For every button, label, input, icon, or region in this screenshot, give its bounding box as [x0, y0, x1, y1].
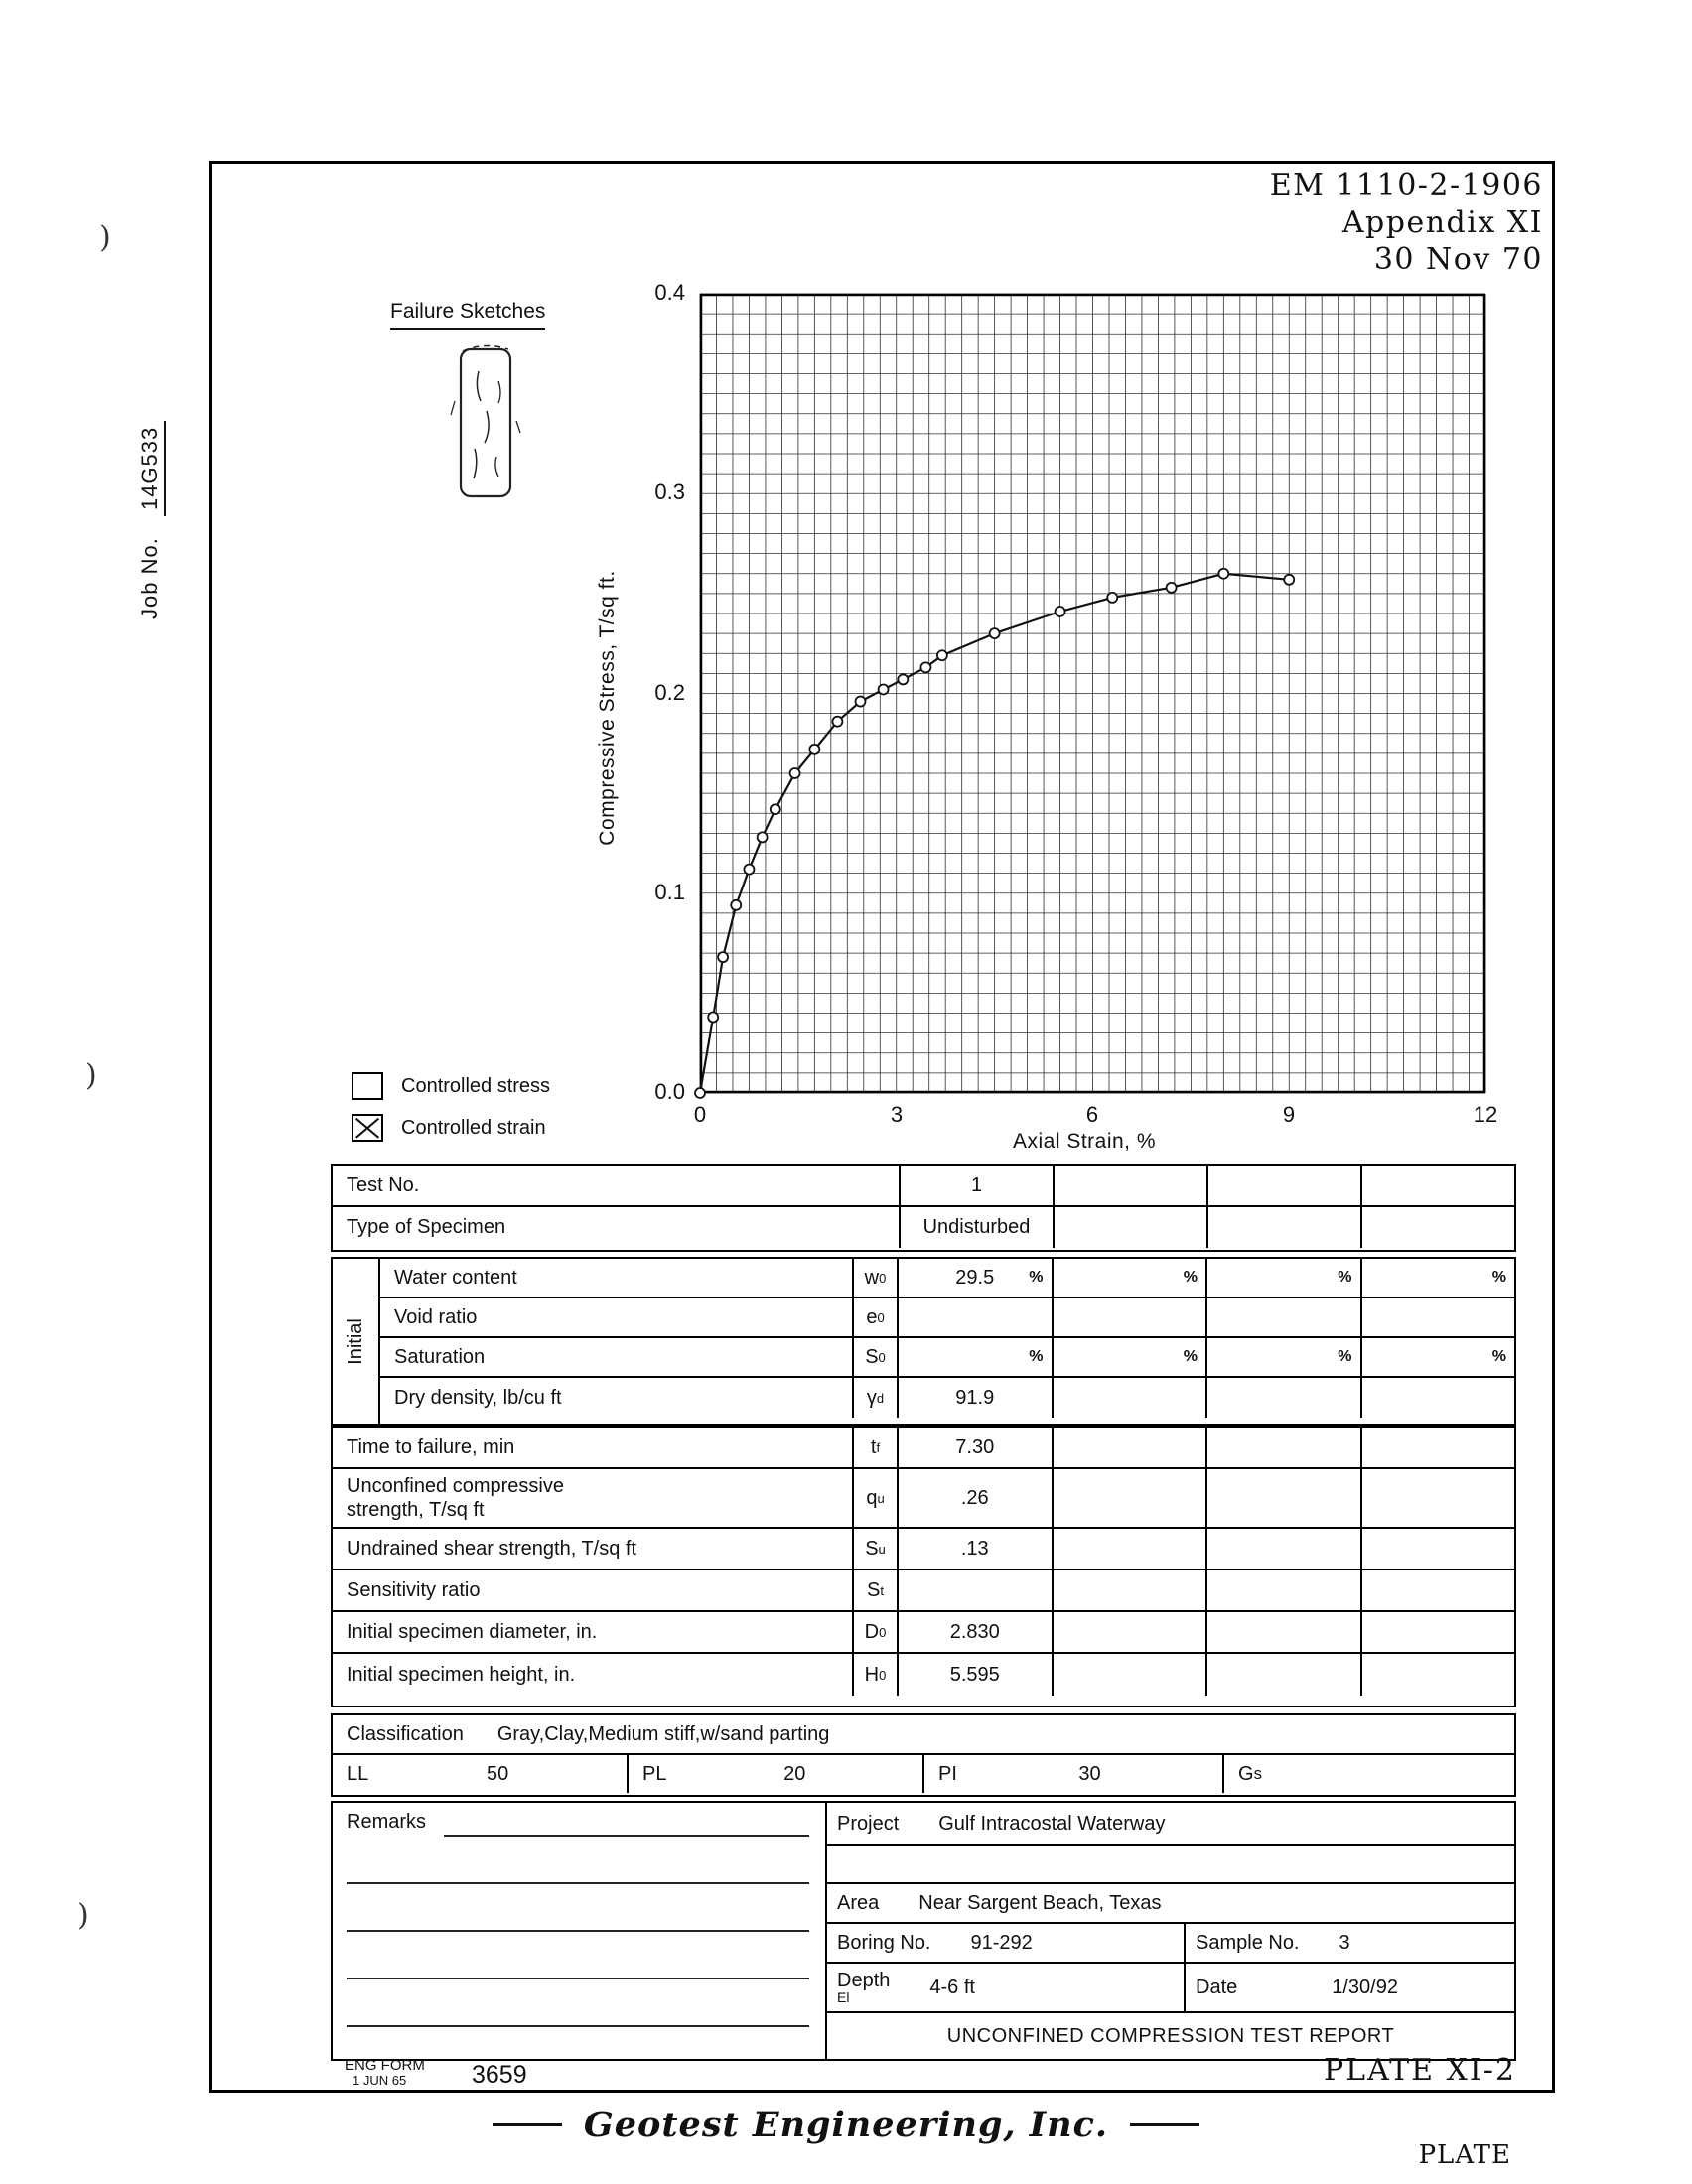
value-cell: [1053, 1207, 1206, 1248]
symbol-text: q: [866, 1486, 878, 1509]
sample-value: 3: [1339, 1931, 1350, 1954]
header-line-2: Appendix XI: [1341, 205, 1543, 240]
symbol-sub: 0: [879, 1667, 887, 1683]
unit-label: %: [1183, 1348, 1198, 1365]
header-line-1: EM 1110-2-1906: [1269, 168, 1543, 203]
pl-cell: [627, 1755, 922, 1793]
controlled-strain-checkbox: [352, 1114, 383, 1142]
initial-group-label: Initial: [333, 1259, 380, 1424]
area-row: [827, 1884, 1514, 1924]
x-tick-label: 12: [1473, 1102, 1498, 1127]
value-cell: [1052, 1259, 1206, 1297]
table-row-specimen-height: [333, 1654, 1514, 1696]
cell-value: Undisturbed: [922, 1216, 1031, 1238]
y-tick-label: 0.2: [654, 680, 685, 705]
pl-value: 20: [783, 1762, 806, 1785]
value-cell: [1360, 1570, 1515, 1610]
plate-number: PLATE XI-2: [1323, 2053, 1516, 2088]
job-number-vertical: [137, 302, 163, 619]
value-cell: [1360, 1166, 1514, 1205]
stress-strain-plot: [700, 294, 1485, 1093]
row-label: Sensitivity ratio: [347, 1579, 481, 1601]
boring-label: Boring No.: [837, 1931, 931, 1954]
value-cell: [897, 1612, 1052, 1652]
row-symbol: [852, 1654, 897, 1696]
value-cell: [1052, 1298, 1206, 1336]
job-number: 14G533: [137, 421, 166, 516]
value-cell: [1360, 1378, 1515, 1418]
boring-cell: [827, 1924, 1184, 1962]
x-tick-label: 0: [693, 1102, 707, 1127]
symbol-sub: 0: [877, 1309, 885, 1325]
initial-rows: [380, 1259, 1514, 1424]
cell-value: .26: [960, 1486, 989, 1509]
y-tick-label: 0.0: [654, 1079, 685, 1104]
row-symbol: [852, 1529, 897, 1569]
row-symbol: [852, 1298, 897, 1336]
legend-label: Controlled stress: [401, 1074, 551, 1097]
symbol-sub: d: [876, 1390, 885, 1406]
project-info-column: [827, 1803, 1514, 2059]
value-cell: [1205, 1298, 1360, 1336]
job-label: Job No.: [137, 537, 162, 619]
sample-cell: [1184, 1924, 1514, 1962]
depth-el-label: El: [837, 1989, 850, 2005]
date-cell: [1184, 1964, 1514, 2011]
footer-dash: [493, 2123, 562, 2126]
test-summary-table: [331, 1164, 1516, 1252]
value-cell: [899, 1207, 1053, 1248]
row-label: Saturation: [394, 1345, 486, 1368]
row-label: Time to failure, min: [347, 1436, 515, 1458]
value-cell: [1205, 1469, 1360, 1527]
value-cell: [1360, 1259, 1515, 1297]
row-label-line2: strength, T/sq ft: [347, 1499, 485, 1521]
failure-sketches-label: Failure Sketches: [390, 300, 545, 330]
pi-cell: [922, 1755, 1222, 1793]
value-cell: [1360, 1612, 1515, 1652]
scan-artifact: ): [99, 220, 111, 255]
strength-results-table: [331, 1426, 1516, 1707]
x-axis-title: Axial Strain, %: [1012, 1130, 1157, 1153]
controlled-stress-checkbox: [352, 1072, 383, 1100]
failure-sketch-drawing: [439, 338, 534, 512]
value-cell: [897, 1338, 1052, 1376]
area-label: Area: [837, 1891, 880, 1914]
remarks-label: Remarks: [347, 1811, 427, 1833]
value-cell: [1360, 1338, 1515, 1376]
initial-properties-table: [331, 1257, 1516, 1426]
table-row-dry-density: [380, 1378, 1514, 1418]
row-label: Water content: [394, 1266, 517, 1289]
value-cell: [1205, 1378, 1360, 1418]
project-info-table: [331, 1801, 1516, 2061]
row-label: Initial specimen diameter, in.: [347, 1621, 598, 1643]
classification-value: Gray,Clay,Medium stiff,w/sand parting: [496, 1722, 830, 1745]
unit-label: %: [1338, 1348, 1352, 1365]
row-symbol: [852, 1428, 897, 1467]
row-symbol: [852, 1469, 897, 1527]
value-cell: [1360, 1298, 1515, 1336]
value-cell: [1205, 1338, 1360, 1376]
table-row-unconfined-strength: [333, 1469, 1514, 1529]
ll-value: 50: [487, 1762, 509, 1785]
symbol-text: S: [865, 1345, 879, 1368]
symbol-text: t: [870, 1435, 877, 1458]
cell-value: 29.5: [955, 1266, 995, 1289]
classification-label: Classification: [347, 1722, 464, 1745]
y-tick-label: 0.3: [654, 479, 685, 504]
row-label: Void ratio: [394, 1305, 478, 1328]
y-tick-label: 0.1: [654, 880, 685, 904]
cell-value: 2.830: [949, 1620, 1000, 1643]
value-cell: [1360, 1207, 1514, 1248]
value-cell: [1206, 1166, 1360, 1205]
company-footer: [0, 2105, 1692, 2145]
value-cell: [1052, 1654, 1206, 1696]
unit-label: %: [1029, 1269, 1044, 1286]
gs-cell: G s: [1222, 1755, 1514, 1793]
gs-label: G: [1238, 1762, 1254, 1785]
depth-cell: [827, 1964, 1184, 2011]
date-label: Date: [1196, 1976, 1238, 1998]
eng-form-block: [345, 2057, 425, 2089]
row-label: Test No.: [347, 1174, 420, 1196]
remarks-writing-line: [347, 1930, 809, 1932]
project-row: [827, 1803, 1514, 1846]
value-cell: [897, 1654, 1052, 1696]
area-value: Near Sargent Beach, Texas: [918, 1891, 1162, 1914]
scan-artifact: ): [77, 1898, 89, 1933]
unit-label: %: [1491, 1269, 1506, 1286]
remarks-writing-line: [444, 1835, 809, 1837]
symbol-text: e: [866, 1305, 878, 1328]
cell-value: .13: [960, 1537, 989, 1560]
pl-label: PL: [642, 1762, 667, 1785]
value-cell: [1052, 1338, 1206, 1376]
value-cell: [1052, 1570, 1206, 1610]
value-cell: [1360, 1654, 1515, 1696]
value-cell: [1052, 1428, 1206, 1467]
x-tick-label: 6: [1085, 1102, 1099, 1127]
cell-value: 5.595: [949, 1663, 1000, 1686]
remarks-writing-line: [347, 1978, 809, 1979]
y-axis-title: Compressive Stress, T/sq ft.: [596, 570, 619, 846]
company-name: Geotest Engineering, Inc.: [583, 2105, 1109, 2145]
value-cell: [897, 1570, 1052, 1610]
symbol-sub: u: [878, 1541, 886, 1557]
symbol-text: γ: [866, 1386, 877, 1409]
header-line-3: 30 Nov 70: [1373, 242, 1543, 277]
x-tick-label: 3: [890, 1102, 904, 1127]
symbol-sub: 0: [879, 1270, 887, 1286]
value-cell: [1360, 1428, 1515, 1467]
remarks-box: [333, 1803, 827, 2059]
value-cell: [897, 1378, 1052, 1418]
value-cell: [1205, 1259, 1360, 1297]
value-cell: [1052, 1378, 1206, 1418]
symbol-sub: 0: [879, 1624, 887, 1640]
symbol-sub: f: [876, 1439, 881, 1455]
project-label: Project: [837, 1812, 900, 1835]
value-cell: [1205, 1529, 1360, 1569]
depth-value: 4-6 ft: [929, 1976, 975, 1998]
cell-value: 7.30: [955, 1435, 995, 1458]
value-cell: [1205, 1654, 1360, 1696]
eng-form-label: ENG FORM: [345, 2057, 425, 2074]
unit-label: %: [1029, 1348, 1044, 1365]
symbol-sub: u: [877, 1490, 885, 1506]
value-cell: [1205, 1570, 1360, 1610]
value-cell: [1205, 1612, 1360, 1652]
ll-cell: [333, 1755, 627, 1793]
footer-dash: [1130, 2123, 1199, 2126]
value-cell: [1052, 1529, 1206, 1569]
cell-value: 91.9: [955, 1386, 995, 1409]
x-mark-icon: [353, 1116, 381, 1141]
legend-controlled-stress: [352, 1072, 550, 1100]
ll-label: LL: [347, 1762, 369, 1785]
boring-value: 91-292: [970, 1931, 1033, 1954]
legend-controlled-strain: [352, 1114, 546, 1142]
row-label: Dry density, lb/cu ft: [394, 1386, 562, 1409]
value-cell: [1052, 1469, 1206, 1527]
project-value: Gulf Intracostal Waterway: [938, 1812, 1166, 1835]
row-symbol: [852, 1612, 897, 1652]
symbol-sub: t: [880, 1582, 884, 1598]
classification-row: [333, 1715, 1514, 1755]
report-title: UNCONFINED COMPRESSION TEST REPORT: [946, 2024, 1395, 2047]
value-cell: [899, 1166, 1053, 1205]
row-symbol: [852, 1570, 897, 1610]
value-cell: [897, 1529, 1052, 1569]
row-symbol: [852, 1259, 897, 1297]
value-cell: [1206, 1207, 1360, 1248]
symbol-text: D: [864, 1620, 880, 1643]
table-row-void-ratio: [380, 1298, 1514, 1338]
row-label: Initial specimen height, in.: [347, 1664, 576, 1686]
plate-corner-label: PLATE: [1418, 2140, 1511, 2170]
value-cell: [1052, 1612, 1206, 1652]
table-row-specimen-type: [333, 1207, 1514, 1248]
table-row-sensitivity: [333, 1570, 1514, 1612]
row-label: Unconfined compressive: [347, 1475, 564, 1497]
value-cell: [897, 1259, 1052, 1297]
remarks-writing-line: [347, 2025, 809, 2027]
depth-date-row: [827, 1964, 1514, 2013]
atterberg-row: [333, 1755, 1514, 1793]
table-row-water-content: [380, 1259, 1514, 1298]
date-value: 1/30/92: [1332, 1976, 1398, 1998]
y-tick-label: 0.4: [654, 280, 685, 305]
classification-table: [331, 1713, 1516, 1797]
form-number: 3659: [472, 2061, 527, 2089]
table-row-undrained-shear: [333, 1529, 1514, 1570]
pi-label: PI: [938, 1762, 957, 1785]
table-row-saturation: [380, 1338, 1514, 1378]
boring-sample-row: [827, 1924, 1514, 1964]
row-symbol: [852, 1338, 897, 1376]
symbol-text: H: [864, 1663, 880, 1686]
x-tick-label: 9: [1282, 1102, 1296, 1127]
symbol-text: w: [864, 1266, 880, 1289]
symbol-sub: 0: [878, 1349, 886, 1365]
unit-label: %: [1338, 1269, 1352, 1286]
cell-value: 1: [970, 1174, 983, 1196]
row-label: Undrained shear strength, T/sq ft: [347, 1538, 637, 1560]
project-blank-row: [827, 1846, 1514, 1884]
legend-label: Controlled strain: [401, 1116, 546, 1139]
eng-form-date: 1 JUN 65: [352, 2073, 407, 2089]
table-row-specimen-diameter: [333, 1612, 1514, 1654]
symbol-text: S: [865, 1537, 879, 1560]
unit-label: %: [1183, 1269, 1198, 1286]
pi-value: 30: [1078, 1762, 1101, 1785]
sample-label: Sample No.: [1196, 1931, 1300, 1954]
table-row-time-to-failure: [333, 1428, 1514, 1469]
row-label: Type of Specimen: [347, 1216, 506, 1238]
unit-label: %: [1491, 1348, 1506, 1365]
row-symbol: [852, 1378, 897, 1418]
value-cell: [897, 1298, 1052, 1336]
value-cell: [897, 1428, 1052, 1467]
depth-label: Depth: [837, 1970, 891, 1991]
table-row-test-no: [333, 1166, 1514, 1207]
document-header: [1270, 167, 1543, 279]
value-cell: [1360, 1469, 1515, 1527]
value-cell: [1205, 1428, 1360, 1467]
value-cell: [1053, 1166, 1206, 1205]
symbol-text: S: [867, 1578, 881, 1601]
remarks-writing-line: [347, 1882, 809, 1884]
value-cell: [1360, 1529, 1515, 1569]
value-cell: [897, 1469, 1052, 1527]
scan-artifact: ): [85, 1058, 97, 1093]
